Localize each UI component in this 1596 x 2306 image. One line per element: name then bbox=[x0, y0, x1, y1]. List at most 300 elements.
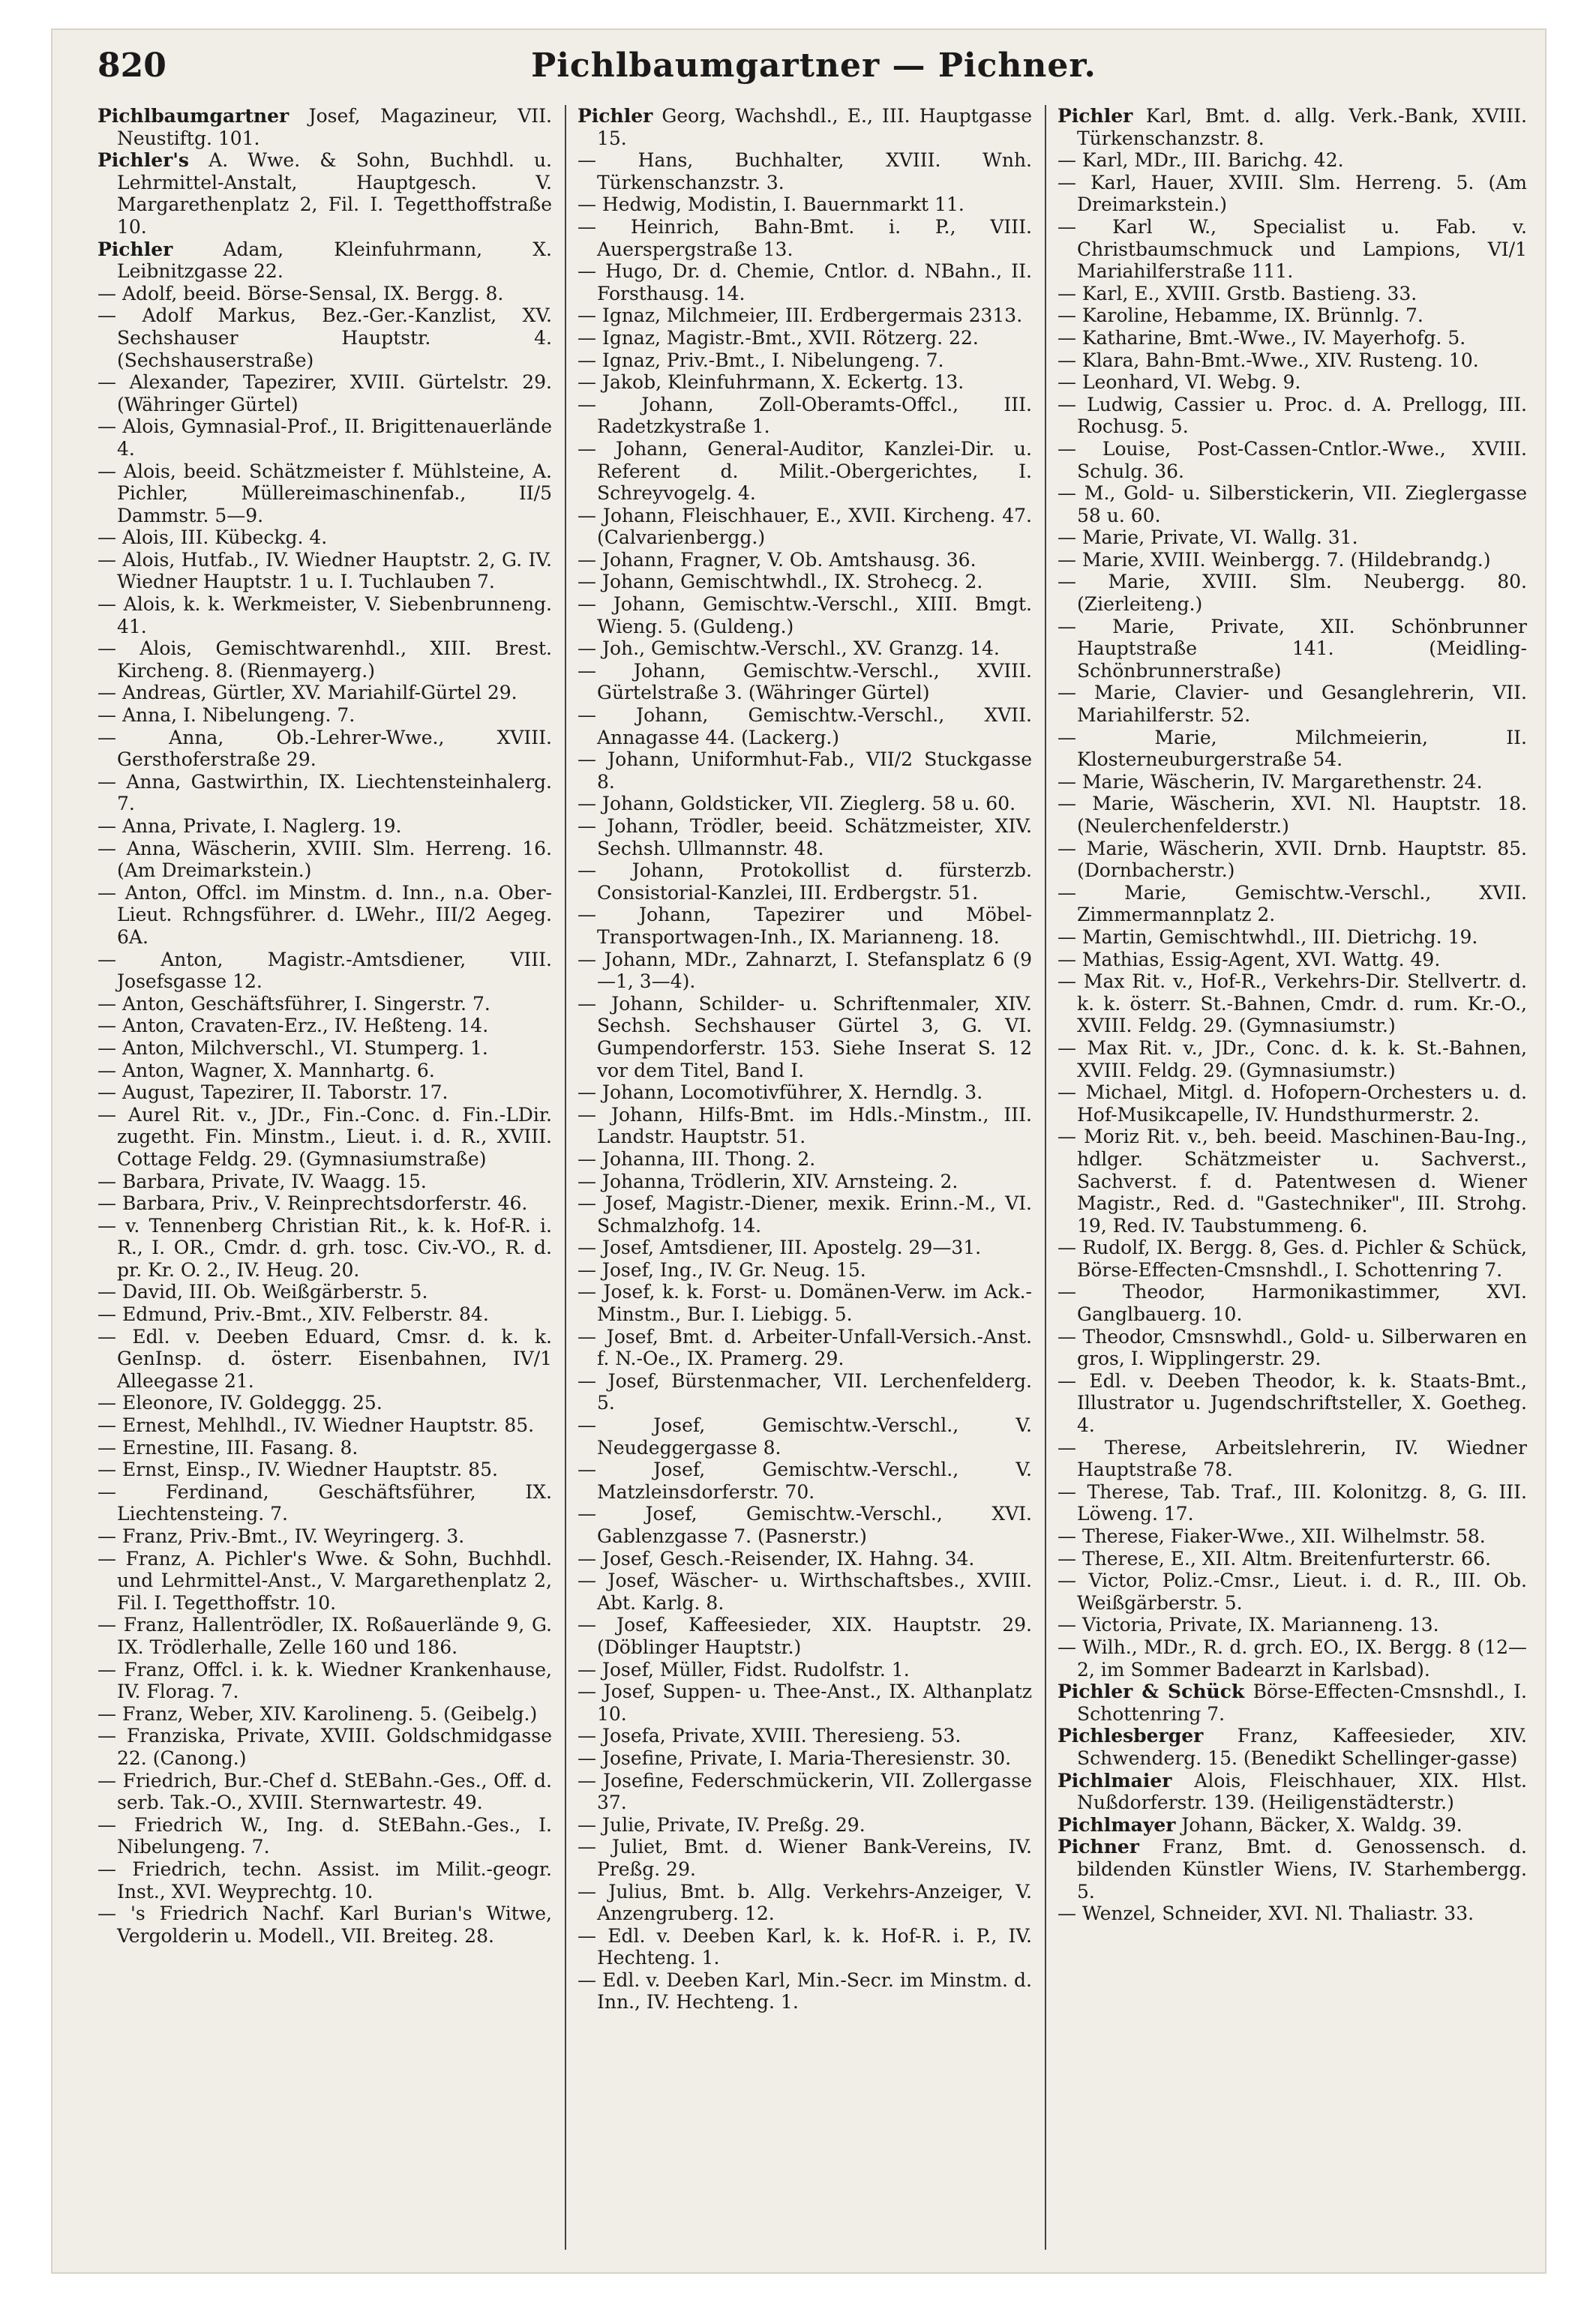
entry-text: — Therese, Tab. Traf., III. Kolonitzg. 8, G. III. Löweng. 17. bbox=[1058, 1480, 1527, 1525]
entry-text: — Rudolf, IX. Bergg. 8, Ges. d. Pichler & Schück, Börse-Effecten-Cmsnshdl., I. Schottenring 7. bbox=[1058, 1237, 1527, 1281]
entry-text: — Josef, Magistr.-Diener, mexik. Erinn.-M., VI. Schmalzhofg. 14. bbox=[578, 1192, 1032, 1237]
entry-text: — Johann, Gemischtwhdl., IX. Strohecg. 2. bbox=[578, 571, 983, 593]
directory-entry bbox=[1058, 549, 1527, 571]
directory-entry bbox=[1058, 1636, 1527, 1681]
entry-text: — Karl, MDr., III. Barichg. 42. bbox=[1058, 149, 1344, 172]
directory-entry bbox=[98, 1770, 552, 1814]
directory-entry bbox=[98, 526, 552, 549]
entry-text: — Marie, Private, VI. Wallg. 31. bbox=[1058, 526, 1358, 549]
entry-text: Johann, Bäcker, X. Waldg. 39. bbox=[1175, 1813, 1462, 1836]
directory-entry bbox=[1058, 1548, 1527, 1570]
entry-text: — Ludwig, Cassier u. Proc. d. A. Prellogg, III. Rochusg. 5. bbox=[1058, 393, 1527, 438]
directory-entry bbox=[578, 505, 1032, 549]
directory-entry bbox=[578, 304, 1032, 327]
directory-entry bbox=[98, 1858, 552, 1903]
entry-text: — Anton, Milchverschl., VI. Stumperg. 1. bbox=[98, 1036, 488, 1059]
page-number: 820 bbox=[98, 46, 166, 85]
entry-text: — Friedrich, Bur.-Chef d. StEBahn.-Ges., Off. d. serb. Tak.-O., XVIII. Sternwartestr. 49. bbox=[98, 1769, 552, 1814]
directory-entry bbox=[578, 815, 1032, 859]
entry-text: — Adolf, beeid. Börse-Sensal, IX. Bergg. 8. bbox=[98, 282, 504, 304]
entry-text: — Josef, Ing., IV. Gr. Neug. 15. bbox=[578, 1258, 866, 1281]
directory-entry bbox=[578, 216, 1032, 260]
entry-text: — Edl. v. Deeben Karl, Min.-Secr. im Minstm. d. Inn., IV. Hechteng. 1. bbox=[578, 1969, 1032, 2014]
entry-text: Alois, Fleischhauer, XIX. Hlst. Nußdorferstr. 139. (Heiligenstädterstr.) bbox=[1077, 1769, 1527, 1814]
entry-text: — Eleonore, IV. Goldeggg. 25. bbox=[98, 1392, 382, 1414]
directory-entry bbox=[98, 1037, 552, 1060]
entry-text: — Friedrich, techn. Assist. im Milit.-geogr. Inst., XVI. Weyprechtg. 10. bbox=[98, 1858, 552, 1903]
entry-text: — Hugo, Dr. d. Chemie, Cntlor. d. NBahn., II. Forsthausg. 14. bbox=[578, 260, 1032, 304]
entry-text: — Johann, MDr., Zahnarzt, I. Stefansplatz 6 (9—1, 3—4). bbox=[578, 948, 1032, 993]
entry-text: — Josef, Suppen- u. Thee-Anst., IX. Althanplatz 10. bbox=[578, 1681, 1032, 1725]
directory-entry bbox=[98, 460, 552, 527]
entry-text: — Juliet, Bmt. d. Wiener Bank-Vereins, IV. Preßg. 29. bbox=[578, 1836, 1032, 1880]
directory-entry bbox=[98, 371, 552, 415]
entry-text: — Marie, Wäscherin, XVI. Nl. Hauptstr. 18. (Neulerchenfelderstr.) bbox=[1058, 793, 1527, 837]
entry-text: — Josefine, Private, I. Maria-Theresienstr. 30. bbox=[578, 1747, 1012, 1769]
directory-entry bbox=[578, 549, 1032, 571]
entry-text: — Johann, Uniformhut-Fab., VII/2 Stuckgasse 8. bbox=[578, 748, 1032, 793]
entry-text: — Josef, k. k. Forst- u. Domänen-Verw. im Ack.-Minstm., Bur. I. Liebigg. 5. bbox=[578, 1281, 1032, 1326]
entry-surname: Pichler's bbox=[98, 149, 189, 172]
directory-entry bbox=[98, 949, 552, 993]
directory-entry bbox=[578, 1881, 1032, 1925]
directory-entry bbox=[1058, 616, 1527, 682]
directory-entry bbox=[1058, 1770, 1527, 1814]
directory-entry bbox=[578, 793, 1032, 815]
directory-entry bbox=[98, 549, 552, 593]
directory-entry bbox=[578, 571, 1032, 593]
entry-text: — Jakob, Kleinfuhrmann, X. Eckertg. 13. bbox=[578, 371, 964, 394]
directory-entry bbox=[1058, 1570, 1527, 1614]
directory-entry bbox=[1058, 149, 1527, 172]
column-3 bbox=[1058, 105, 1527, 2257]
directory-entry bbox=[98, 882, 552, 949]
directory-entry bbox=[1058, 438, 1527, 482]
entry-text: — David, III. Ob. Weißgärberstr. 5. bbox=[98, 1281, 428, 1303]
directory-entry bbox=[578, 327, 1032, 349]
entry-text: — Mathias, Essig-Agent, XVI. Wattg. 49. bbox=[1058, 948, 1441, 970]
directory-entry bbox=[1058, 172, 1527, 216]
entry-surname: Pichlesberger bbox=[1058, 1725, 1204, 1747]
entry-text: — Katharine, Bmt.-Wwe., IV. Mayerhofg. 5. bbox=[1058, 326, 1466, 349]
directory-entry bbox=[578, 105, 1032, 149]
entry-text: — Johann, Locomotivführer, X. Herndlg. 3. bbox=[578, 1081, 983, 1104]
directory-entry bbox=[98, 1215, 552, 1282]
directory-entry bbox=[1058, 571, 1527, 615]
entry-text: Adam, Kleinfuhrmann, X. Leibnitzgasse 22. bbox=[117, 238, 552, 283]
directory-entry bbox=[98, 1060, 552, 1082]
entry-text: — Karl W., Specialist u. Fab. v. Christbaumschmuck und Lampions, VI/1 Mariahilferstraße 111. bbox=[1058, 215, 1527, 283]
directory-entry bbox=[98, 105, 552, 149]
entry-text: — Therese, Arbeitslehrerin, IV. Wiedner Hauptstraße 78. bbox=[1058, 1436, 1527, 1481]
entry-text: — Josef, Bürstenmacher, VII. Lerchenfelderg. 5. bbox=[578, 1369, 1032, 1414]
entry-text: — Leonhard, VI. Webg. 9. bbox=[1058, 371, 1301, 394]
directory-entry bbox=[578, 1814, 1032, 1837]
column-1 bbox=[98, 105, 552, 2257]
directory-entry bbox=[98, 727, 552, 771]
entry-text: — Johanna, Trödlerin, XIV. Arnsteing. 2. bbox=[578, 1170, 958, 1192]
directory-entry bbox=[1058, 1614, 1527, 1636]
directory-entry bbox=[1058, 1525, 1527, 1548]
directory-entry bbox=[98, 1326, 552, 1393]
directory-entry bbox=[578, 438, 1032, 505]
entry-text: — Johann, Fleischhauer, E., XVII. Kircheng. 47. (Calvarienbergg.) bbox=[578, 504, 1032, 549]
directory-entry bbox=[98, 1725, 552, 1769]
entry-text: — Heinrich, Bahn-Bmt. i. P., VIII. Auerspergstraße 13. bbox=[578, 215, 1032, 260]
entry-text: — Alois, III. Kübeckg. 4. bbox=[98, 526, 328, 549]
entry-text: — Johann, General-Auditor, Kanzlei-Dir. u. Referent d. Milit.-Obergerichtes, I. Schreyvogelg. 4. bbox=[578, 437, 1032, 505]
entry-text: — Wilh., MDr., R. d. grch. EO., IX. Bergg. 8 (12—2, im Sommer Badearzt in Karlsbad). bbox=[1058, 1636, 1527, 1681]
entry-text: — Johann, Zoll-Oberamts-Offcl., III. Radetzkystraße 1. bbox=[578, 393, 1032, 438]
directory-entry bbox=[578, 1281, 1032, 1325]
directory-entry bbox=[578, 1570, 1032, 1614]
directory-entry bbox=[98, 283, 552, 305]
directory-entry bbox=[98, 1703, 552, 1726]
directory-entry bbox=[1058, 216, 1527, 283]
entry-text: — Josef, Gemischtw.-Verschl., V. Matzleinsdorferstr. 70. bbox=[578, 1459, 1032, 1503]
entry-text: — Andreas, Gürtler, XV. Mariahilf-Gürtel 29. bbox=[98, 682, 518, 704]
entry-text: — M., Gold- u. Silberstickerin, VII. Zieglergasse 58 u. 60. bbox=[1058, 482, 1527, 526]
entry-text: — Theodor, Harmonikastimmer, XVI. Ganglbauerg. 10. bbox=[1058, 1281, 1527, 1326]
directory-entry bbox=[1058, 727, 1527, 771]
entry-text: — August, Tapezirer, II. Taborstr. 17. bbox=[98, 1081, 448, 1104]
directory-entry bbox=[1058, 1326, 1527, 1370]
entry-surname: Pichler bbox=[98, 238, 173, 260]
directory-entry bbox=[1058, 1903, 1527, 1925]
entry-text: — Marie, Wäscherin, IV. Margarethenstr. 24. bbox=[1058, 770, 1483, 793]
directory-entry bbox=[1058, 949, 1527, 971]
entry-text: — Ernst, Einsp., IV. Wiedner Hauptstr. 85. bbox=[98, 1459, 498, 1481]
directory-entry bbox=[578, 1681, 1032, 1725]
entry-text: — Josefa, Private, XVIII. Theresieng. 53. bbox=[578, 1725, 962, 1747]
entry-text: — Barbara, Private, IV. Waagg. 15. bbox=[98, 1170, 427, 1192]
entry-text: — Franz, Hallentrödler, IX. Roßauerlände 9, G. IX. Trödlerhalle, Zelle 160 und 186. bbox=[98, 1614, 552, 1658]
entry-surname: Pichlmayer bbox=[1058, 1813, 1176, 1836]
directory-entry bbox=[98, 415, 552, 460]
entry-text: Josef, Magazineur, VII. Neustiftg. 101. bbox=[117, 105, 552, 149]
directory-entry bbox=[98, 1481, 552, 1525]
directory-entry bbox=[98, 1614, 552, 1658]
entry-text: — Franz, A. Pichler's Wwe. & Sohn, Buchhdl. und Lehrmittel-Anst., V. Margarethenplatz 2, Fil. I. Tegetthoffstr. 10. bbox=[98, 1547, 552, 1614]
entry-text: — Anton, Offcl. im Minstm. d. Inn., n.a. Ober-Lieut. Rchngsführer. d. LWehr., III/2 Aegeg. 6A. bbox=[98, 881, 552, 948]
directory-entry bbox=[98, 1281, 552, 1303]
directory-entry bbox=[98, 815, 552, 838]
directory-entry bbox=[1058, 1281, 1527, 1325]
directory-entry bbox=[578, 1104, 1032, 1148]
directory-entry bbox=[98, 1303, 552, 1326]
directory-entry bbox=[578, 1326, 1032, 1370]
directory-entry bbox=[98, 1081, 552, 1104]
entry-text: — Franz, Weber, XIV. Karolineng. 5. (Geibelg.) bbox=[98, 1702, 538, 1725]
entry-text: — Anton, Wagner, X. Mannhartg. 6. bbox=[98, 1059, 435, 1081]
directory-entry bbox=[1058, 682, 1527, 726]
directory-entry bbox=[98, 1015, 552, 1037]
entry-text: — Johann, Goldsticker, VII. Zieglerg. 58 u. 60. bbox=[578, 793, 1016, 815]
directory-page bbox=[52, 30, 1545, 2272]
entry-surname: Pichlmaier bbox=[1058, 1769, 1172, 1792]
entry-text: — Johann, Gemischtw.-Verschl., XVIII. Gürtelstraße 3. (Währinger Gürtel) bbox=[578, 659, 1032, 704]
entry-text: — Barbara, Priv., V. Reinprechtsdorferstr. 46. bbox=[98, 1192, 528, 1215]
entry-surname: Pichler bbox=[1058, 105, 1133, 127]
entry-text: — Therese, E., XII. Altm. Breitenfurterstr. 66. bbox=[1058, 1547, 1491, 1570]
entry-text: — Josef, Gesch.-Reisender, IX. Hahng. 34. bbox=[578, 1547, 975, 1570]
directory-entry bbox=[98, 771, 552, 815]
directory-entry bbox=[98, 637, 552, 682]
directory-entry bbox=[98, 838, 552, 882]
entry-text: — Franz, Priv.-Bmt., IV. Weyringerg. 3. bbox=[98, 1525, 465, 1547]
directory-entry bbox=[98, 593, 552, 637]
directory-entry bbox=[578, 1503, 1032, 1547]
entry-text: — Aurel Rit. v., JDr., Fin.-Conc. d. Fin.-LDir. zugetht. Fin. Minstm., Lieut. i. d. R., XVIII. Cottage Feldg. 29. (Gymnasiumstraße) bbox=[98, 1103, 552, 1170]
entry-text: — v. Tennenberg Christian Rit., k. k. Hof-R. i. R., I. OR., Cmdr. d. grh. tosc. Civ.-VO., R. d. pr. Kr. O. 2., IV. Heug. 20. bbox=[98, 1214, 552, 1281]
directory-entry bbox=[1058, 371, 1527, 394]
entry-text: — Johann, Gemischtw.-Verschl., XVII. Annagasse 44. (Lackerg.) bbox=[578, 704, 1032, 748]
entry-text: — Theodor, Cmsnswhdl., Gold- u. Silberwaren en gros, I. Wipplingerstr. 29. bbox=[1058, 1325, 1527, 1370]
entry-text: Karl, Bmt. d. allg. Verk.-Bank, XVIII. Türkenschanzstr. 8. bbox=[1077, 105, 1527, 149]
entry-text: — Josef, Bmt. d. Arbeiter-Unfall-Versich.-Anst. f. N.-Oe., IX. Pramerg. 29. bbox=[578, 1325, 1032, 1370]
directory-entry bbox=[98, 993, 552, 1015]
entry-text: — Josef, Gemischtw.-Verschl., XVI. Gablenzgasse 7. (Pasnerstr.) bbox=[578, 1503, 1032, 1547]
directory-entry bbox=[1058, 838, 1527, 882]
entry-text: — Franz, Offcl. i. k. k. Wiedner Krankenhause, IV. Florag. 7. bbox=[98, 1658, 552, 1703]
directory-entry bbox=[1058, 394, 1527, 438]
entry-text: — Victor, Poliz.-Cmsr., Lieut. i. d. R., III. Ob. Weißgärberstr. 5. bbox=[1058, 1570, 1527, 1614]
entry-text: — Julius, Bmt. b. Allg. Verkehrs-Anzeiger, V. Anzengruberg. 12. bbox=[578, 1880, 1032, 1925]
directory-entry bbox=[1058, 882, 1527, 926]
directory-entry bbox=[578, 1969, 1032, 2014]
entry-text: — Hedwig, Modistin, I. Bauernmarkt 11. bbox=[578, 193, 964, 216]
directory-entry bbox=[578, 1659, 1032, 1681]
entry-text: — Karoline, Hebamme, IX. Brünnlg. 7. bbox=[1058, 304, 1424, 327]
entry-text: — Anton, Geschäftsführer, I. Singerstr. 7. bbox=[98, 992, 490, 1015]
directory-entry bbox=[1058, 1725, 1527, 1769]
entry-text: — Anna, Wäscherin, XVIII. Slm. Herreng. 16. (Am Dreimarkstein.) bbox=[98, 837, 552, 882]
entry-text: — Josef, Amtsdiener, III. Apostelg. 29—31. bbox=[578, 1237, 982, 1259]
entry-text: — Edl. v. Deeben Karl, k. k. Hof-R. i. P., IV. Hechteng. 1. bbox=[578, 1924, 1032, 1969]
entry-text: — 's Friedrich Nachf. Karl Burian's Witwe, Vergolderin u. Modell., VII. Breiteg. 28. bbox=[98, 1903, 552, 1947]
directory-entry bbox=[1058, 304, 1527, 327]
entry-text: — Edl. v. Deeben Theodor, k. k. Staats-Bmt., Illustrator u. Jugendschriftsteller, X. Goetheg. 4. bbox=[1058, 1369, 1527, 1437]
directory-entry bbox=[1058, 1126, 1527, 1237]
entry-text: — Johann, Schilder- u. Schriftenmaler, XIV. Sechsh. Sechshauser Gürtel 3, G. VI. Gumpendorferstr. 153. Siehe Inserat S. 12 vor dem Titel, Band I. bbox=[578, 992, 1032, 1081]
directory-entry bbox=[1058, 1814, 1527, 1837]
directory-entry bbox=[578, 1171, 1032, 1193]
directory-entry bbox=[1058, 771, 1527, 793]
entry-text: — Louise, Post-Cassen-Cntlor.-Wwe., XVIII. Schulg. 36. bbox=[1058, 437, 1527, 482]
entry-text: — Max Rit. v., JDr., Conc. d. k. k. St.-Bahnen, XVIII. Feldg. 29. (Gymnasiumstr.) bbox=[1058, 1036, 1527, 1081]
entry-text: — Anna, Ob.-Lehrer-Wwe., XVIII. Gersthoferstraße 29. bbox=[98, 726, 552, 771]
entry-text: A. Wwe. & Sohn, Buchhdl. u. Lehrmittel-Anstalt, Hauptgesch. V. Margarethenplatz 2, Fil. I. Tegetthoffstraße 10. bbox=[117, 149, 552, 238]
directory-entry bbox=[98, 1437, 552, 1459]
directory-entry bbox=[1058, 1237, 1527, 1281]
directory-entry bbox=[578, 1836, 1032, 1880]
entry-text: — Therese, Fiaker-Wwe., XII. Wilhelmstr. 58. bbox=[1058, 1525, 1486, 1547]
directory-entry bbox=[98, 238, 552, 283]
directory-entry bbox=[1058, 1681, 1527, 1725]
directory-entry bbox=[578, 1614, 1032, 1658]
directory-entry bbox=[1058, 1836, 1527, 1903]
directory-entry bbox=[578, 904, 1032, 948]
entry-text: — Marie, Gemischtw.-Verschl., XVII. Zimmermannplatz 2. bbox=[1058, 881, 1527, 926]
directory-entry bbox=[578, 1237, 1032, 1259]
entry-text: — Johann, Hilfs-Bmt. im Hdls.-Minstm., III. Landstr. Hauptstr. 51. bbox=[578, 1103, 1032, 1148]
directory-entry bbox=[98, 1903, 552, 1947]
entry-text: — Martin, Gemischtwhdl., III. Dietrichg. 19. bbox=[1058, 925, 1478, 948]
directory-entry bbox=[98, 1814, 552, 1858]
entry-text: Franz, Bmt. d. Genossensch. d. bildenden Künstler Wiens, IV. Starhembergg. 5. bbox=[1077, 1836, 1527, 1903]
entry-text: — Adolf Markus, Bez.-Ger.-Kanzlist, XV. Sechshauser Hauptstr. 4. (Sechshauserstraße) bbox=[98, 304, 552, 371]
directory-entry bbox=[578, 993, 1032, 1081]
entry-text: — Alexander, Tapezirer, XVIII. Gürtelstr. 29. (Währinger Gürtel) bbox=[98, 371, 552, 415]
directory-entry bbox=[578, 1192, 1032, 1237]
entry-text: — Ignaz, Milchmeier, III. Erdbergermais 2313. bbox=[578, 304, 1023, 327]
directory-entry bbox=[1058, 970, 1527, 1037]
entry-text: — Ernest, Mehlhdl., IV. Wiedner Hauptstr. 85. bbox=[98, 1414, 535, 1437]
directory-entry bbox=[1058, 1037, 1527, 1081]
directory-entry bbox=[578, 637, 1032, 660]
entry-text: — Alois, beeid. Schätzmeister f. Mühlsteine, A. Pichler, Müllereimaschinenfab., II/5 Dammstr. 5—9. bbox=[98, 460, 552, 526]
directory-entry bbox=[98, 1104, 552, 1171]
entry-text: — Alois, Gemischtwarenhdl., XIII. Brest. Kircheng. 8. (Rienmayerg.) bbox=[98, 637, 552, 682]
directory-entry bbox=[578, 1259, 1032, 1282]
entry-text: — Karl, E., XVIII. Grstb. Bastieng. 33. bbox=[1058, 282, 1418, 304]
entry-text: — Friedrich W., Ing. d. StEBahn.-Ges., I. Nibelungeng. 7. bbox=[98, 1813, 552, 1858]
entry-text: — Marie, Private, XII. Schönbrunner Hauptstraße 141. (Meidling-Schönbrunnerstraße) bbox=[1058, 615, 1527, 682]
entry-text: — Anna, Private, I. Naglerg. 19. bbox=[98, 815, 402, 837]
directory-entry bbox=[1058, 283, 1527, 305]
entry-text: Georg, Wachshdl., E., III. Hauptgasse 15. bbox=[597, 105, 1032, 149]
page-title: Pichlbaumgartner — Pichner. bbox=[531, 46, 1096, 85]
directory-entry bbox=[1058, 1081, 1527, 1126]
entry-text: — Edl. v. Deeben Eduard, Cmsr. d. k. k. GenInsp. d. österr. Eisenbahnen, IV/1 Alleegasse 21. bbox=[98, 1325, 552, 1392]
entry-text: — Josef, Kaffeesieder, XIX. Hauptstr. 29. (Döblinger Hauptstr.) bbox=[578, 1614, 1032, 1658]
entry-text: — Johann, Gemischtw.-Verschl., XIII. Bmgt. Wieng. 5. (Guldeng.) bbox=[578, 593, 1032, 637]
directory-entry bbox=[578, 1770, 1032, 1814]
directory-entry bbox=[1058, 482, 1527, 526]
directory-entry bbox=[1058, 1370, 1527, 1437]
entry-text: — Alois, Gymnasial-Prof., II. Brigittenauerlände 4. bbox=[98, 415, 552, 460]
entry-text: — Moriz Rit. v., beh. beeid. Maschinen-Bau-Ing., hdlger. Schätzmeister u. Sachverst., Sachverst. f. d. Patentwesen d. Wiener Magistr., Red. d. "Gastechniker", III. Strohg. 19, Red. IV. Taubstummeng. 6. bbox=[1058, 1126, 1527, 1237]
page-header bbox=[98, 43, 1530, 91]
entry-text: — Karl, Hauer, XVIII. Slm. Herreng. 5. (Am Dreimarkstein.) bbox=[1058, 171, 1527, 216]
directory-entry bbox=[578, 371, 1032, 394]
entry-text: — Joh., Gemischtw.-Verschl., XV. Granzg. 14. bbox=[578, 637, 1000, 660]
entry-text: — Johanna, III. Thong. 2. bbox=[578, 1147, 816, 1170]
directory-entry bbox=[1058, 1437, 1527, 1481]
entry-text: — Ferdinand, Geschäftsführer, IX. Liechtensteing. 7. bbox=[98, 1480, 552, 1525]
directory-entry bbox=[98, 1659, 552, 1703]
entry-text: — Max Rit. v., Hof-R., Verkehrs-Dir. Stellvertr. d. k. k. österr. St.-Bahnen, Cmdr. d. rum. Kr.-O., XVIII. Feldg. 29. (Gymnasiumstr.) bbox=[1058, 970, 1527, 1037]
directory-entry bbox=[1058, 526, 1527, 549]
directory-entry bbox=[578, 349, 1032, 372]
directory-entry bbox=[98, 149, 552, 238]
directory-entry bbox=[98, 1171, 552, 1193]
entry-text: — Victoria, Private, IX. Marianneng. 13. bbox=[1058, 1614, 1439, 1636]
entry-text: — Johann, Tapezirer und Möbel-Transportwagen-Inh., IX. Marianneng. 18. bbox=[578, 904, 1032, 948]
entry-text: — Josef, Müller, Fidst. Rudolfstr. 1. bbox=[578, 1658, 910, 1681]
entry-text: — Edmund, Priv.-Bmt., XIV. Felberstr. 84. bbox=[98, 1303, 489, 1326]
entry-text: — Ignaz, Priv.-Bmt., I. Nibelungeng. 7. bbox=[578, 349, 944, 371]
entry-surname: Pichner bbox=[1058, 1836, 1139, 1858]
directory-entry bbox=[98, 1525, 552, 1548]
directory-entry bbox=[578, 1370, 1032, 1414]
entry-text: — Franziska, Private, XVIII. Goldschmidgasse 22. (Canong.) bbox=[98, 1725, 552, 1769]
entry-text: — Marie, XVIII. Weinbergg. 7. (Hildebrandg.) bbox=[1058, 548, 1491, 571]
directory-entry bbox=[578, 704, 1032, 748]
directory-entry bbox=[98, 682, 552, 704]
entry-text: — Johann, Trödler, beeid. Schätzmeister, XIV. Sechsh. Ullmannstr. 48. bbox=[578, 815, 1032, 859]
entry-text: — Anton, Magistr.-Amtsdiener, VIII. Josefsgasse 12. bbox=[98, 948, 552, 993]
directory-entry bbox=[578, 1725, 1032, 1747]
directory-columns bbox=[98, 105, 1530, 2257]
entry-text: — Johann, Protokollist d. fürsterzb. Consistorial-Kanzlei, III. Erdbergstr. 51. bbox=[578, 859, 1032, 904]
directory-entry bbox=[98, 1392, 552, 1414]
column-2 bbox=[578, 105, 1032, 2257]
entry-text: — Michael, Mitgl. d. Hofopern-Orchesters u. d. Hof-Musikcapelle, IV. Hundsthurmerstr. 2. bbox=[1058, 1081, 1527, 1126]
entry-text: — Klara, Bahn-Bmt.-Wwe., XIV. Rusteng. 10. bbox=[1058, 349, 1479, 371]
entry-text: Börse-Effecten-Cmsnshdl., I. Schottenring 7. bbox=[1077, 1681, 1527, 1725]
directory-entry bbox=[578, 593, 1032, 637]
directory-entry bbox=[578, 660, 1032, 704]
directory-entry bbox=[578, 949, 1032, 993]
directory-entry bbox=[1058, 1481, 1527, 1525]
directory-entry bbox=[578, 1459, 1032, 1503]
entry-surname: Pichler & Schück bbox=[1058, 1681, 1245, 1703]
directory-entry bbox=[1058, 327, 1527, 349]
entry-text: — Marie, Wäscherin, XVII. Drnb. Hauptstr. 85. (Dornbacherstr.) bbox=[1058, 837, 1527, 882]
directory-entry bbox=[578, 1148, 1032, 1171]
directory-entry bbox=[98, 1548, 552, 1615]
entry-text: — Marie, Milchmeierin, II. Klosterneuburgerstraße 54. bbox=[1058, 726, 1527, 771]
directory-entry bbox=[578, 1747, 1032, 1770]
directory-entry bbox=[578, 149, 1032, 193]
directory-entry bbox=[1058, 349, 1527, 372]
directory-entry bbox=[1058, 105, 1527, 149]
directory-entry bbox=[98, 1414, 552, 1437]
directory-entry bbox=[578, 859, 1032, 904]
entry-text: — Johann, Fragner, V. Ob. Amtshausg. 36. bbox=[578, 548, 976, 571]
directory-entry bbox=[98, 304, 552, 371]
directory-entry bbox=[98, 1459, 552, 1481]
directory-entry bbox=[578, 193, 1032, 216]
entry-text: Franz, Kaffeesieder, XIV. Schwenderg. 15. (Benedikt Schellinger-gasse) bbox=[1077, 1725, 1527, 1769]
directory-entry bbox=[578, 1081, 1032, 1104]
entry-text: — Anna, I. Nibelungeng. 7. bbox=[98, 704, 356, 727]
directory-entry bbox=[578, 1925, 1032, 1969]
directory-entry bbox=[98, 704, 552, 727]
entry-text: — Wenzel, Schneider, XVI. Nl. Thaliastr. 33. bbox=[1058, 1903, 1474, 1925]
entry-text: — Ignaz, Magistr.-Bmt., XVII. Rötzerg. 22. bbox=[578, 326, 979, 349]
entry-text: — Josefine, Federschmückerin, VII. Zollergasse 37. bbox=[578, 1769, 1032, 1814]
entry-text: — Alois, k. k. Werkmeister, V. Siebenbrunneng. 41. bbox=[98, 593, 552, 637]
entry-text: — Ernestine, III. Fasang. 8. bbox=[98, 1436, 358, 1459]
entry-text: — Josef, Gemischtw.-Verschl., V. Neudeggergasse 8. bbox=[578, 1414, 1032, 1459]
directory-entry bbox=[578, 1414, 1032, 1459]
entry-text: — Julie, Private, IV. Preßg. 29. bbox=[578, 1813, 866, 1836]
directory-entry bbox=[1058, 793, 1527, 837]
directory-entry bbox=[578, 1548, 1032, 1570]
entry-surname: Pichler bbox=[578, 105, 653, 127]
entry-text: — Josef, Wäscher- u. Wirthschaftsbes., XVIII. Abt. Karlg. 8. bbox=[578, 1570, 1032, 1614]
directory-entry bbox=[578, 748, 1032, 793]
directory-entry bbox=[1058, 926, 1527, 949]
entry-text: — Hans, Buchhalter, XVIII. Wnh. Türkenschanzstr. 3. bbox=[578, 149, 1032, 193]
directory-entry bbox=[578, 394, 1032, 438]
entry-text: — Marie, Clavier- und Gesanglehrerin, VII. Mariahilferstr. 52. bbox=[1058, 682, 1527, 727]
directory-entry bbox=[578, 260, 1032, 304]
entry-text: — Anna, Gastwirthin, IX. Liechtensteinhalerg. 7. bbox=[98, 770, 552, 815]
directory-entry bbox=[98, 1192, 552, 1215]
